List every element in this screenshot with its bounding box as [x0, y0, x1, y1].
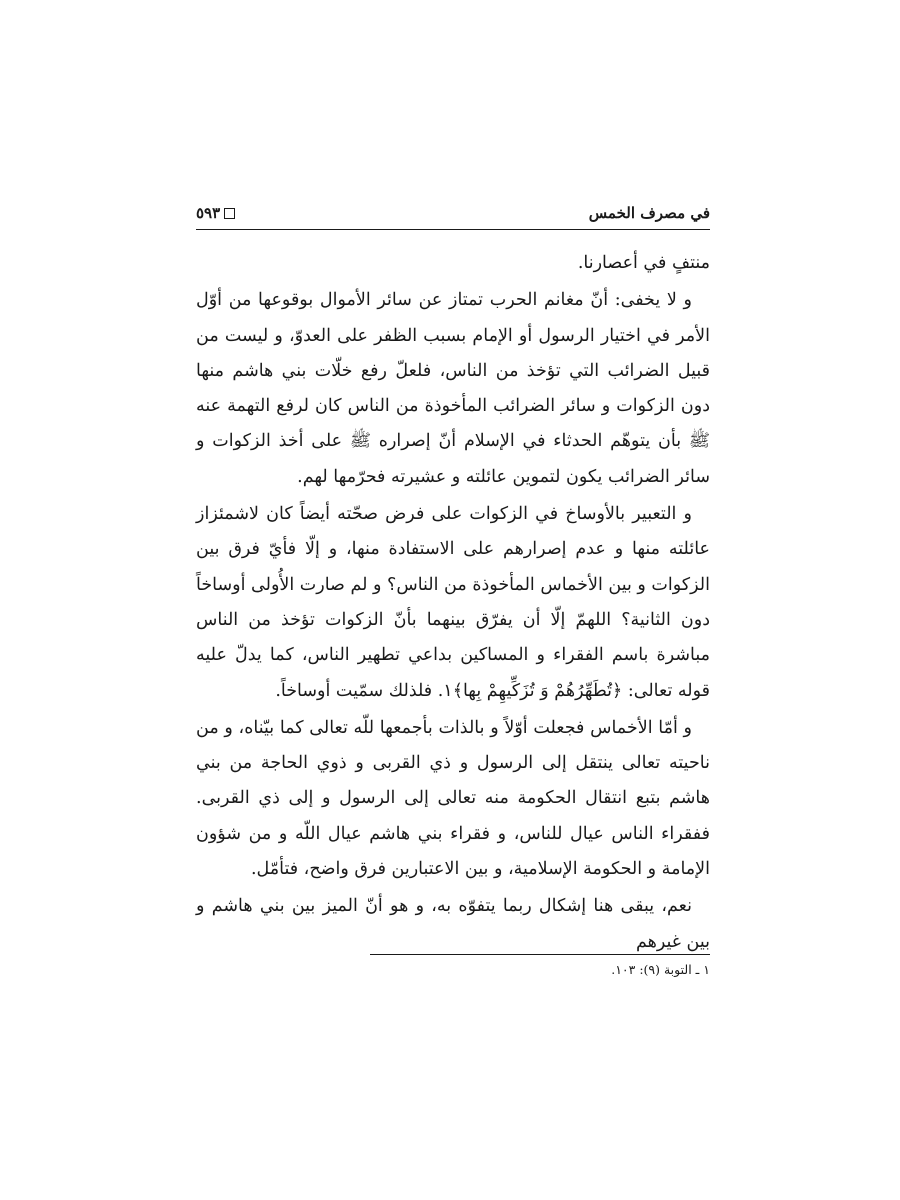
footnote-rule [370, 954, 710, 955]
running-title: في مصرف الخمس [588, 204, 710, 222]
paragraph-3: و التعبير بالأوساخ في الزكوات على فرض صحّته أيضاً كان لاشمئزاز عائلته منها و عدم إصرارهم على الاستفادة منها، و إلّا فأيّ فرق بين الزكوات و بين الأخماس المأخوذة من الناس؟ و لم صارت الأُولى أوساخاً دون الثانية؟ اللهمّ إلّا أن يفرّق بينهما بأنّ الزكوات تؤخذ من الناس مباشرة باسم الفقراء و المساكين بداعي تطهير الناس، كما يدلّ عليه قوله تعالى: ﴿تُطَهِّرُهُمْ وَ تُزَكِّيهِمْ بِها﴾١. فلذلك سمّيت أوساخاً. [196, 504, 710, 701]
running-header [196, 196, 710, 228]
square-box-icon [224, 208, 235, 219]
body-text [196, 246, 710, 962]
paragraph-4: و أمّا الأخماس فجعلت أوّلاً و بالذات بأجمعها للّه تعالى كما بيّناه، و من ناحيته تعالى ينتقل إلى الرسول و ذي القربى و ذوي الحاجة من بني هاشم بتبع انتقال الحكومة منه تعالى إلى الرسول و إلى ذي القربى. ففقراء الناس عيال للناس، و فقراء بني هاشم عيال اللّه و من شؤون الإمامة و الحكومة الإسلامية، و بين الاعتبارين فرق واضح، فتأمّل. [196, 717, 710, 880]
paragraph-5: نعم، يبقى هنا إشكال ربما يتفوّه به، و هو أنّ الميز بين بني هاشم و بين غيرهم [196, 896, 710, 952]
paragraph-1: منتفٍ في أعصارنا. [577, 253, 710, 273]
page-number: ٥٩٣ [196, 204, 221, 222]
footnote: ١ ـ التوبة (٩): ١٠٣. [611, 962, 710, 977]
paragraph-2: و لا يخفى: أنّ مغانم الحرب تمتاز عن سائر الأموال بوقوعها من أوّل الأمر في اختيار الرسول أو الإمام بسبب الظفر على العدوّ، و ليست من قبيل الضرائب التي تؤخذ من الناس، فلعلّ رفع خلّات بني هاشم منها دون الزكوات و سائر الضرائب المأخوذة من الناس كان لرفع التهمة عنه ﷺ بأن يتوهّم الحدثاء في الإسلام أنّ إصراره ﷺ على أخذ الزكوات و سائر الضرائب يكون لتموين عائلته و عشيرته فحرّمها لهم. [196, 290, 710, 487]
header-rule [196, 229, 710, 230]
page-number-group [196, 204, 235, 222]
